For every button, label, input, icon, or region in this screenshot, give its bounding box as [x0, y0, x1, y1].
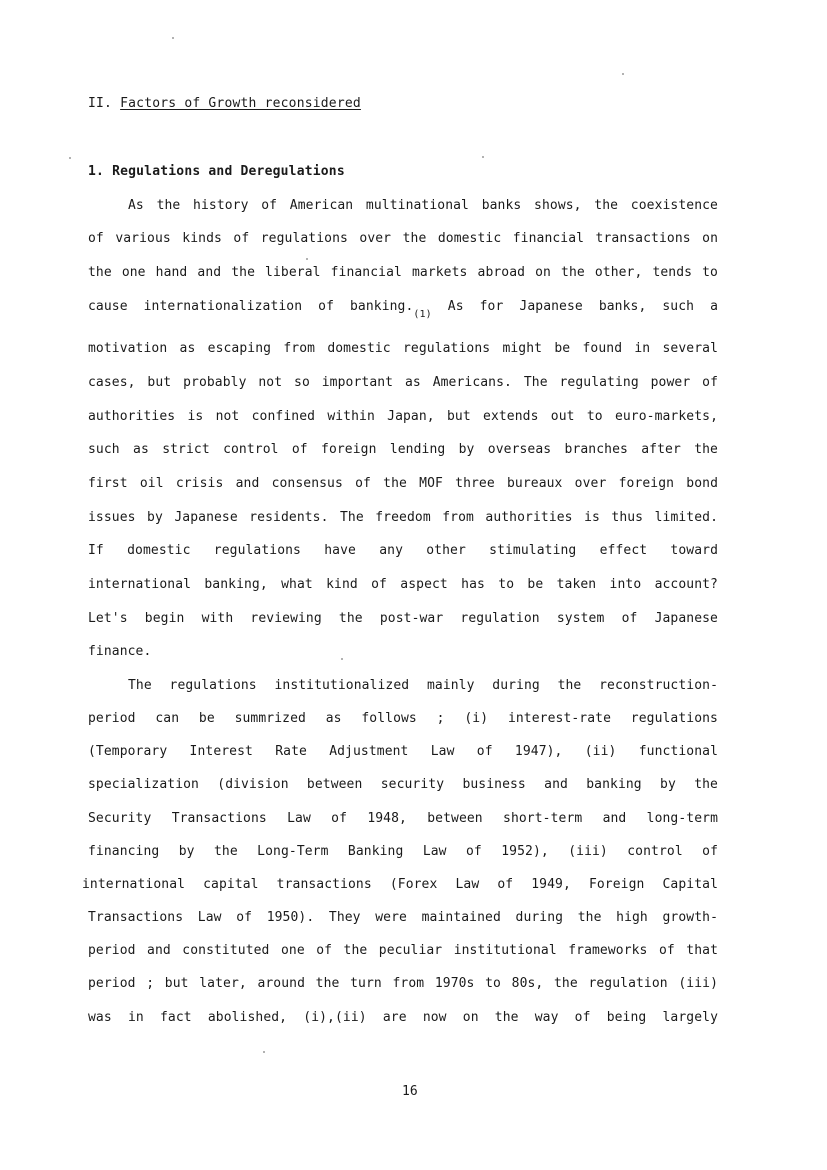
paragraph-1-line-6: cases, but probably not so important as Americans. The regulating power of	[88, 375, 718, 390]
paragraph-2-line-7: international capital transactions (Forex Law of 1949, Foreign Capital	[82, 877, 718, 892]
paragraph-2-line-3: (Temporary Interest Rate Adjustment Law of 1947), (ii) functional	[88, 744, 718, 759]
paragraph-2-line-8: Transactions Law of 1950). They were maintained during the high growth-	[88, 910, 718, 925]
scan-speck	[263, 1051, 265, 1053]
scan-speck	[172, 37, 174, 39]
subsection-heading: 1. Regulations and Deregulations	[88, 164, 345, 179]
paragraph-2-line-6: financing by the Long-Term Banking Law of 1952), (iii) control of	[88, 844, 718, 859]
paragraph-1-line-8: such as strict control of foreign lending by overseas branches after the	[88, 442, 718, 457]
paragraph-1-line-9: first oil crisis and consensus of the MOF three bureaux over foreign bond	[88, 476, 718, 491]
paragraph-2-line-2: period can be summrized as follows ; (i) interest-rate regulations	[88, 711, 718, 726]
paragraph-1-line-4-continuation: As for Japanese banks, such a	[431, 299, 718, 314]
section-title: Factors of Growth reconsidered	[120, 96, 361, 111]
scan-speck	[306, 258, 308, 260]
scan-speck	[482, 156, 484, 158]
section-heading	[88, 96, 361, 111]
paragraph-1-line-4-text: cause internationalization of banking.	[88, 299, 414, 314]
paragraph-2-line-9: period and constituted one of the peculiar institutional frameworks of that	[88, 943, 718, 958]
paragraph-1-line-7: authorities is not confined within Japan, but extends out to euro-markets,	[88, 409, 718, 424]
paragraph-1-line-11: If domestic regulations have any other stimulating effect toward	[88, 543, 718, 558]
paragraph-2-line-10: period ; but later, around the turn from 1970s to 80s, the regulation (iii)	[88, 976, 718, 991]
paragraph-1-line-2: of various kinds of regulations over the domestic financial transactions on	[88, 231, 718, 246]
paragraph-1-line-10: issues by Japanese residents. The freedom from authorities is thus limited.	[88, 510, 718, 525]
paragraph-1-line-3: the one hand and the liberal financial markets abroad on the other, tends to	[88, 265, 718, 280]
paragraph-1-line-13: Let's begin with reviewing the post-war regulation system of Japanese	[88, 611, 718, 626]
scan-speck	[341, 658, 343, 660]
paragraph-1-line-12: international banking, what kind of aspect has to be taken into account?	[88, 577, 718, 592]
paragraph-1-line-4	[88, 299, 718, 320]
paragraph-1-line-14: finance.	[88, 644, 152, 659]
paragraph-2-line-1: The regulations institutionalized mainly during the reconstruction-	[128, 678, 718, 693]
paragraph-2-line-4: specialization (division between security business and banking by the	[88, 777, 718, 792]
page-number: 16	[402, 1084, 418, 1099]
paragraph-2-line-5: Security Transactions Law of 1948, between short-term and long-term	[88, 811, 718, 826]
section-number: II.	[88, 96, 121, 111]
paragraph-2-line-11: was in fact abolished, (i),(ii) are now on the way of being largely	[88, 1010, 718, 1025]
scan-speck	[622, 73, 624, 75]
paragraph-1-line-5: motivation as escaping from domestic regulations might be found in several	[88, 341, 718, 356]
scan-speck	[69, 157, 71, 159]
paragraph-1-line-1: As the history of American multinational banks shows, the coexistence	[128, 198, 718, 213]
footnote-marker: (1)	[413, 309, 432, 320]
